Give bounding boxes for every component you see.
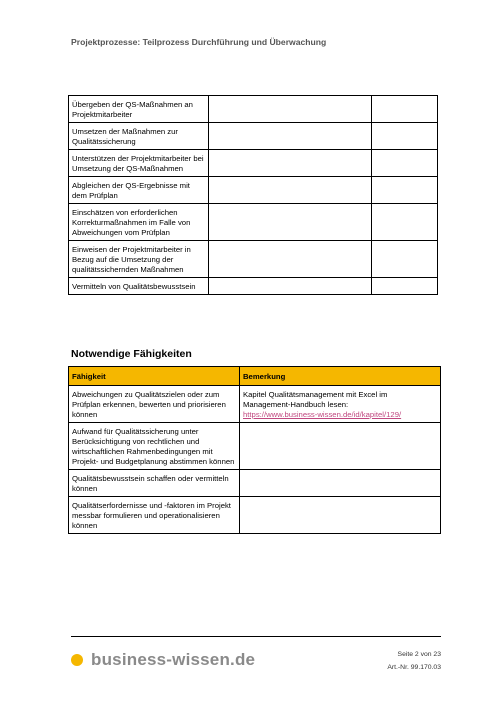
table-row	[69, 470, 441, 497]
table-row	[69, 241, 438, 278]
table-row	[69, 423, 441, 470]
remark-cell	[240, 497, 441, 534]
page-info	[387, 648, 441, 674]
task-cell: Übergeben der QS-Maßnahmen an Projektmitarbeiter	[69, 96, 209, 123]
skill-cell: Qualitätsbewusstsein schaffen oder vermitteln können	[69, 470, 240, 497]
table-row	[69, 177, 438, 204]
empty-cell	[209, 177, 372, 204]
task-cell: Einschätzen von erforderlichen Korrekturmaßnahmen im Falle von Abweichungen vom Prüfplan	[69, 204, 209, 241]
empty-cell	[209, 278, 372, 295]
logo	[71, 650, 255, 670]
remark-text: Kapitel Qualitätsmanagement mit Excel im Management-Handbuch lesen:	[243, 390, 388, 409]
task-cell: Abgleichen der QS-Ergebnisse mit dem Prüfplan	[69, 177, 209, 204]
empty-cell	[372, 123, 438, 150]
remark-cell	[240, 386, 441, 423]
empty-cell	[372, 150, 438, 177]
skill-cell: Aufwand für Qualitätssicherung unter Berücksichtigung von rechtlichen und wirtschaftlichen Rahmenbedingungen mit Projekt- und Budgetplanung abstimmen können	[69, 423, 240, 470]
remark-cell	[240, 423, 441, 470]
empty-cell	[209, 123, 372, 150]
table-row	[69, 386, 441, 423]
table-row	[69, 150, 438, 177]
skills-table	[68, 366, 441, 534]
remark-link[interactable]: https://www.business-wissen.de/id/kapitel/129/	[243, 410, 402, 419]
task-cell: Vermitteln von Qualitätsbewusstsein	[69, 278, 209, 295]
empty-cell	[372, 96, 438, 123]
logo-dot-icon	[71, 654, 83, 666]
table-row	[69, 123, 438, 150]
remark-cell	[240, 470, 441, 497]
section-title: Notwendige Fähigkeiten	[71, 348, 192, 360]
column-header-remark: Bemerkung	[240, 367, 441, 386]
table-row	[69, 96, 438, 123]
empty-cell	[372, 241, 438, 278]
task-cell: Umsetzen der Maßnahmen zur Qualitätssicherung	[69, 123, 209, 150]
empty-cell	[372, 204, 438, 241]
task-cell: Einweisen der Projektmitarbeiter in Bezug auf die Umsetzung der qualitätssichernden Maßnahmen	[69, 241, 209, 278]
table-row	[69, 204, 438, 241]
empty-cell	[372, 177, 438, 204]
column-header-skill: Fähigkeit	[69, 367, 240, 386]
task-table	[68, 95, 438, 295]
empty-cell	[209, 204, 372, 241]
article-number: Art.-Nr. 99.170.03	[387, 664, 441, 671]
page-number: Seite 2 von 23	[397, 651, 441, 658]
skill-cell: Qualitätserfordernisse und -faktoren im Projekt messbar formulieren und operationalisieren können	[69, 497, 240, 534]
document-header: Projektprozesse: Teilprozess Durchführung und Überwachung	[71, 37, 327, 47]
table-header-row	[69, 367, 441, 386]
table-row	[69, 497, 441, 534]
empty-cell	[209, 150, 372, 177]
task-cell: Unterstützen der Projektmitarbeiter bei Umsetzung der QS-Maßnahmen	[69, 150, 209, 177]
table-row	[69, 278, 438, 295]
footer-divider	[71, 636, 441, 637]
logo-text: business-wissen.de	[91, 650, 256, 669]
empty-cell	[209, 96, 372, 123]
empty-cell	[372, 278, 438, 295]
empty-cell	[209, 241, 372, 278]
skill-cell: Abweichungen zu Qualitätszielen oder zum Prüfplan erkennen, bewerten und priorisieren können	[69, 386, 240, 423]
